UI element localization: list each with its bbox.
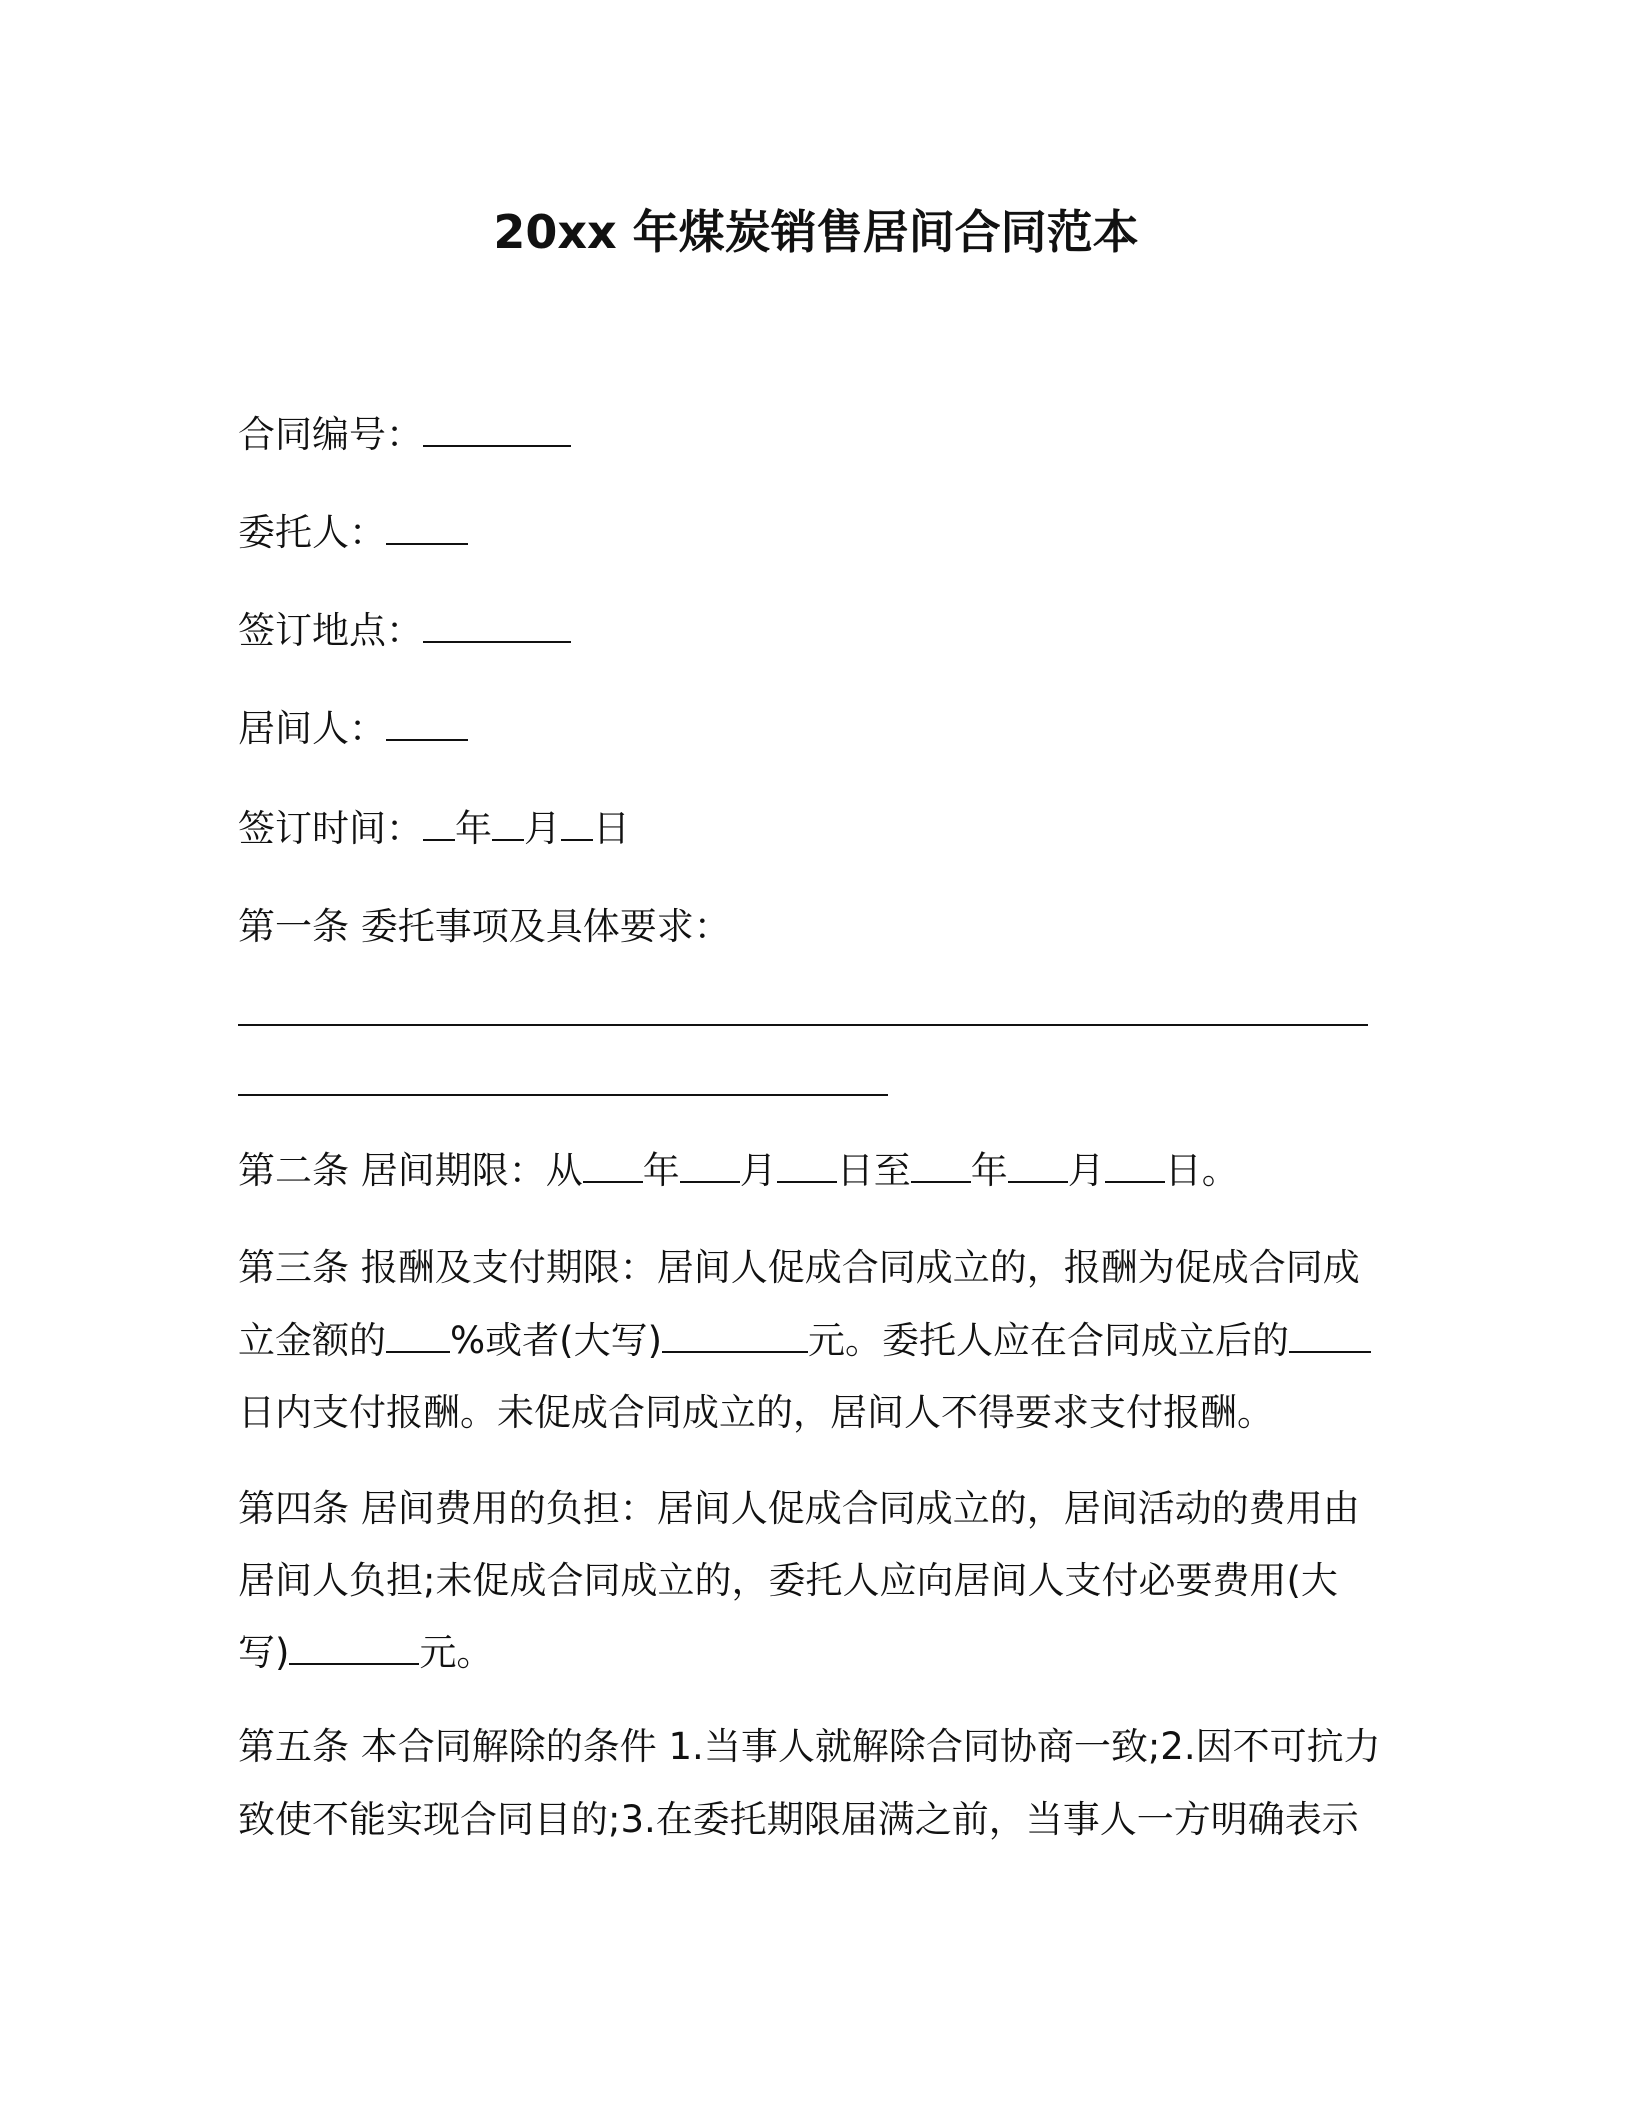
period-end-year-blank[interactable] [911, 1151, 971, 1183]
period-start-year-unit: 年 [642, 1149, 680, 1192]
period-start-month-blank[interactable] [680, 1151, 740, 1183]
document-title: 20xx 年煤炭销售居间合同范本 [493, 205, 1139, 259]
client-label: 委托人： [238, 511, 386, 554]
article4-text-a: 写) [238, 1631, 290, 1674]
article1-fill-line-1[interactable] [238, 1024, 1368, 1026]
sign-place-label: 签订地点： [238, 609, 423, 652]
article3-line-1: 第三条 报酬及支付期限：居间人促成合同成立的，报酬为促成合同成 [238, 1246, 1360, 1289]
sign-day-blank[interactable] [561, 809, 593, 841]
period-start-day-blank[interactable] [777, 1151, 837, 1183]
article5-line-1: 第五条 本合同解除的条件 1.当事人就解除合同协商一致;2.因不可抗力 [238, 1725, 1381, 1768]
sign-month-blank[interactable] [492, 809, 524, 841]
sign-year-unit: 年 [455, 807, 492, 850]
article4-line-1: 第四条 居间费用的负担：居间人促成合同成立的，居间活动的费用由 [238, 1487, 1360, 1530]
contract-number-label: 合同编号： [238, 413, 423, 456]
article3-line-3: 日内支付报酬。未促成合同成立的，居间人不得要求支付报酬。 [238, 1391, 1274, 1434]
article2-line [238, 1146, 1239, 1196]
expense-amount-blank[interactable] [289, 1633, 419, 1665]
period-start-year-blank[interactable] [583, 1151, 643, 1183]
period-end-day-unit: 日。 [1164, 1149, 1239, 1192]
sign-year-blank[interactable] [423, 809, 455, 841]
period-end-day-blank[interactable] [1105, 1151, 1165, 1183]
article2-prefix: 第二条 居间期限：从 [238, 1149, 583, 1192]
broker-blank[interactable] [386, 709, 468, 741]
period-start-day-unit: 日至 [836, 1149, 911, 1192]
period-start-month-unit: 月 [739, 1149, 777, 1192]
period-end-year-unit: 年 [970, 1149, 1008, 1192]
sign-time-label: 签订时间： [238, 807, 423, 850]
contract-number-line [238, 410, 571, 460]
broker-label: 居间人： [238, 707, 386, 750]
article4-text-b: 元。 [419, 1631, 494, 1674]
sign-place-line [238, 606, 571, 656]
commission-percent-blank[interactable] [386, 1321, 450, 1353]
article1-heading: 第一条 委托事项及具体要求： [238, 905, 731, 948]
sign-time-line [238, 804, 630, 854]
article3-text-c: 元。委托人应在合同成立后的 [808, 1319, 1290, 1362]
contract-number-blank[interactable] [423, 415, 571, 447]
period-end-month-blank[interactable] [1008, 1151, 1068, 1183]
sign-month-unit: 月 [524, 807, 561, 850]
article3-line-2 [238, 1316, 1371, 1366]
article4-line-3 [238, 1628, 493, 1678]
client-line [238, 508, 468, 558]
client-blank[interactable] [386, 513, 468, 545]
sign-day-unit: 日 [593, 807, 630, 850]
commission-amount-blank[interactable] [662, 1321, 808, 1353]
period-end-month-unit: 月 [1067, 1149, 1105, 1192]
article3-text-a: 立金额的 [238, 1319, 386, 1362]
sign-place-blank[interactable] [423, 611, 571, 643]
broker-line [238, 704, 468, 754]
article1-fill-line-2[interactable] [238, 1094, 888, 1096]
payment-days-blank[interactable] [1289, 1321, 1371, 1353]
article4-line-2: 居间人负担;未促成合同成立的，委托人应向居间人支付必要费用(大 [238, 1559, 1338, 1602]
article5-line-2: 致使不能实现合同目的;3.在委托期限届满之前，当事人一方明确表示 [238, 1798, 1359, 1841]
article3-text-b: %或者(大写) [450, 1319, 663, 1362]
